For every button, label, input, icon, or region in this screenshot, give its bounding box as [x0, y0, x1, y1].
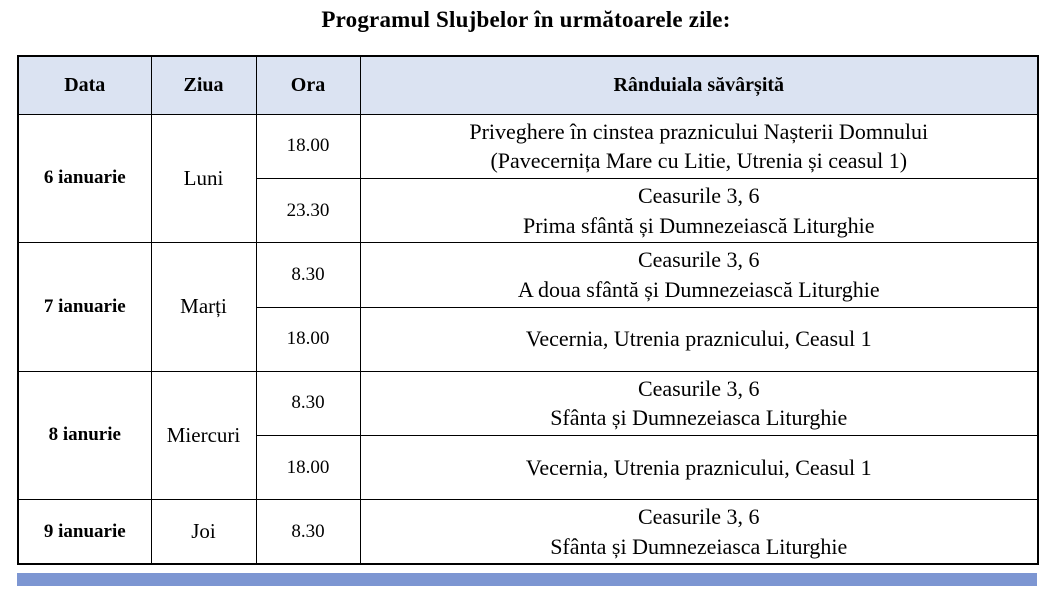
- time-cell: 8.30: [256, 500, 360, 565]
- schedule-table: [17, 55, 1039, 565]
- bottom-bar: [17, 573, 1037, 586]
- service-cell: Ceasurile 3, 6 Prima sfântă și Dumnezeiască Liturghie: [360, 178, 1038, 242]
- schedule-row: [18, 500, 1038, 565]
- service-cell: Ceasurile 3, 6 Sfânta și Dumnezeiasca Liturghie: [360, 371, 1038, 435]
- time-cell: 18.00: [256, 114, 360, 178]
- day-cell: Marți: [151, 243, 256, 371]
- date-cell: 6 ianuarie: [18, 114, 151, 243]
- header-row: [18, 56, 1038, 114]
- day-cell: Miercuri: [151, 371, 256, 499]
- day-cell: Luni: [151, 114, 256, 243]
- date-cell: 8 ianurie: [18, 371, 151, 499]
- time-cell: 8.30: [256, 371, 360, 435]
- col-header-ora: Ora: [256, 56, 360, 114]
- time-cell: 23.30: [256, 178, 360, 242]
- service-cell: Vecernia, Utrenia praznicului, Ceasul 1: [360, 436, 1038, 500]
- col-header-ziua: Ziua: [151, 56, 256, 114]
- col-header-data: Data: [18, 56, 151, 114]
- service-cell: Ceasurile 3, 6 A doua sfântă și Dumnezeiască Liturghie: [360, 243, 1038, 307]
- time-cell: 18.00: [256, 307, 360, 371]
- schedule-row: [18, 114, 1038, 178]
- col-header-randuiala: Rânduiala săvârșită: [360, 56, 1038, 114]
- page-title: Programul Slujbelor în următoarele zile:: [321, 7, 731, 32]
- service-cell: Priveghere în cinstea praznicului Nașterii Domnului (Pavecernița Mare cu Litie, Utrenia și ceasul 1): [360, 114, 1038, 178]
- date-cell: 9 ianuarie: [18, 500, 151, 565]
- time-cell: 8.30: [256, 243, 360, 307]
- service-cell: Ceasurile 3, 6 Sfânta și Dumnezeiasca Liturghie: [360, 500, 1038, 565]
- schedule-row: [18, 371, 1038, 435]
- service-cell: Vecernia, Utrenia praznicului, Ceasul 1: [360, 307, 1038, 371]
- day-cell: Joi: [151, 500, 256, 565]
- schedule-row: [18, 243, 1038, 307]
- date-cell: 7 ianuarie: [18, 243, 151, 371]
- time-cell: 18.00: [256, 436, 360, 500]
